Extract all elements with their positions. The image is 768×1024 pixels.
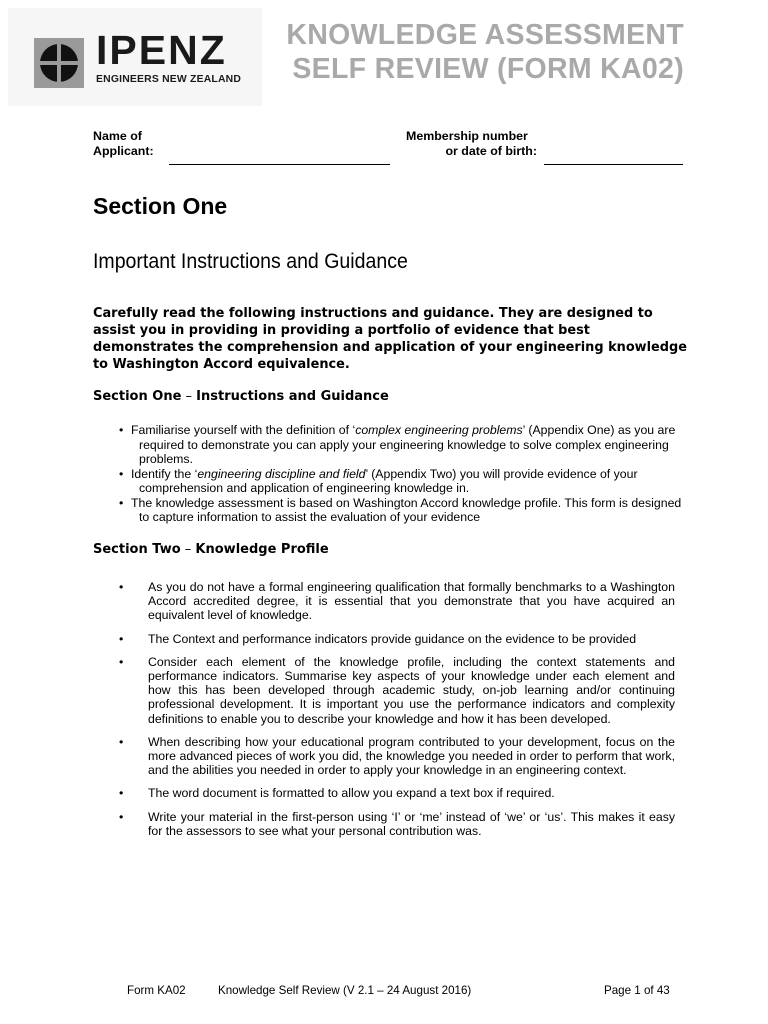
membership-label: Membership number or date of birth: <box>406 129 537 158</box>
list-item: • Consider each element of the knowledge profile, including the context statements and performance indicators. Summarise key aspects of your knowledge under each element and how this has been developed through academic study, on-job learning and/or continuing professional development. It is important you use the performance indicators and complexity definitions to enable you to describe your knowledge and how it has been developed. <box>119 654 675 726</box>
section-one-heading: Section One – Instructions and Guidance <box>93 389 389 404</box>
section-one-list <box>93 423 683 525</box>
bullet-icon: • <box>119 631 124 646</box>
section-two-list <box>93 580 675 847</box>
intro-paragraph: Carefully read the following instructions and guidance. They are designed to assist you in providing in providing a portfolio of evidence that best demonstrates the comprehension and application of your engineering knowledge to Washington Accord equivalence. <box>93 306 687 372</box>
list-item: • The Context and performance indicators provide guidance on the evidence to be provided <box>119 631 637 646</box>
ipenz-logo-icon <box>34 38 84 88</box>
subheading: Important Instructions and Guidance <box>93 250 408 273</box>
bullet-icon: • <box>119 654 124 669</box>
bullet-icon: • <box>119 734 124 749</box>
bullet-icon: • <box>119 466 124 481</box>
section-heading: Section One <box>93 193 228 219</box>
list-item: • As you do not have a formal engineering qualification that formally benchmarks to a Washington Accord accredited degree, it is essential that you demonstrate that you have acquired an equivalent level of knowledge. <box>119 580 675 623</box>
membership-field[interactable] <box>544 164 683 165</box>
name-field[interactable] <box>169 164 390 165</box>
list-item: • Identify the ‘engineering discipline and field’ (Appendix Two) you will provide evidence of your comprehension and application of engineering knowledge in. <box>119 466 638 495</box>
list-item: • The word document is formatted to allow you expand a text box if required. <box>119 786 555 801</box>
list-item: • Write your material in the first-person using ‘I’ or ‘me’ instead of ‘we’ or ‘us’. This makes it easy for the assessors to see what your personal contribution was. <box>119 809 675 838</box>
form-title-line-2: SELF REVIEW (FORM KA02) <box>292 53 684 85</box>
logo-wordmark: IPENZ <box>96 27 227 73</box>
footer-form: Form KA02 <box>127 984 186 997</box>
section-two-heading: Section Two – Knowledge Profile <box>93 542 329 557</box>
bullet-icon: • <box>119 423 124 437</box>
bullet-icon: • <box>119 580 124 594</box>
bullet-icon: • <box>119 809 124 824</box>
list-item: • When describing how your educational program contributed to your development, focus on the more advanced pieces of work you did, the knowledge you needed in order to perform that work, and the abilities you needed in order to apply your knowledge in an engineering context. <box>119 734 675 778</box>
bullet-icon: • <box>119 495 124 510</box>
footer-document: Knowledge Self Review (V 2.1 – 24 August 2016) <box>218 984 472 997</box>
list-item: • Familiarise yourself with the definition of ‘complex engineering problems’ (Appendix One) as you are required to demonstrate you can apply your engineering knowledge to solve complex engineering problems. <box>119 423 676 466</box>
logo-subtitle: ENGINEERS NEW ZEALAND <box>96 74 242 85</box>
bullet-icon: • <box>119 786 124 801</box>
name-label: Name of Applicant: <box>93 129 154 158</box>
list-item: • The knowledge assessment is based on Washington Accord knowledge profile. This form is designed to capture information to assist the evaluation of your evidence <box>119 495 682 524</box>
form-title-line-1: KNOWLEDGE ASSESSMENT <box>286 19 684 51</box>
footer-page-number: Page 1 of 43 <box>604 984 670 997</box>
form-title <box>286 18 684 86</box>
